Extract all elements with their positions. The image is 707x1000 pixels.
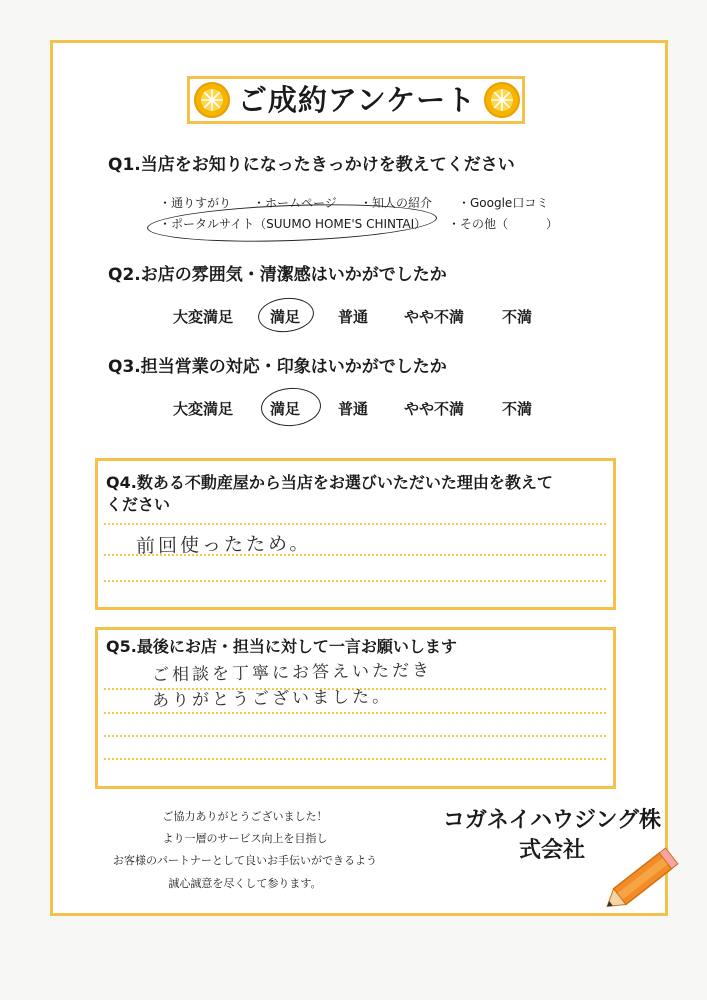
survey-title: ご成約アンケート bbox=[237, 83, 477, 117]
q3-question: Q3.担当営業の対応・印象はいかがでしたか bbox=[108, 357, 447, 377]
q3-rating-satisfied: 満足 bbox=[270, 400, 301, 418]
q2-rating-somewhat-dissatisfied: やや不満 bbox=[404, 308, 465, 326]
q5-handwritten-answer-line1: ご相談を丁寧にお答えいただき bbox=[151, 660, 433, 686]
q2-rating-very-satisfied: 大変満足 bbox=[173, 308, 234, 326]
q1-option-other: ・その他（ bbox=[448, 217, 509, 231]
citrus-slice-icon bbox=[194, 82, 230, 118]
q3-rating-somewhat-dissatisfied: やや不満 bbox=[404, 400, 465, 418]
q2-rating-neutral: 普通 bbox=[338, 308, 369, 326]
q3-rating-dissatisfied: 不満 bbox=[502, 400, 533, 418]
q5-handwritten-answer-line2: ありがとうございました。 bbox=[151, 686, 393, 712]
q4-handwritten-answer: 前回使ったため。 bbox=[135, 532, 312, 558]
q1-option-homepage: ・ホームページ bbox=[253, 196, 337, 210]
footer-line-2: より一層のサービス向上を目指し bbox=[162, 832, 328, 845]
q2-question: Q2.お店の雰囲気・清潔感はいかがでしたか bbox=[108, 265, 447, 285]
q3-rating-very-satisfied: 大変満足 bbox=[173, 400, 234, 418]
pencil-icon bbox=[596, 840, 686, 920]
q4-writing-line bbox=[104, 523, 606, 525]
q2-rating-satisfied: 満足 bbox=[270, 308, 301, 326]
q5-writing-line bbox=[104, 735, 606, 737]
q5-question: Q5.最後にお店・担当に対して一言お願いします bbox=[106, 637, 457, 656]
q3-rating-neutral: 普通 bbox=[338, 400, 369, 418]
q1-option-referral: ・知人の紹介 bbox=[360, 196, 433, 210]
q1-option-google: ・Google口コミ bbox=[458, 196, 549, 210]
citrus-slice-icon bbox=[484, 82, 520, 118]
q2-rating-dissatisfied: 不満 bbox=[502, 308, 533, 326]
footer-line-1: ご協力ありがとうございました！ bbox=[162, 810, 328, 823]
footer-line-4: 誠心誠意を尽くして参ります。 bbox=[168, 877, 322, 890]
q1-question: Q1.当店をお知りになったきっかけを教えてください bbox=[108, 155, 515, 175]
q4-question-line2: ください bbox=[106, 495, 171, 514]
q1-option-passing: ・通りすがり bbox=[159, 196, 232, 210]
footer-line-3: お客様のパートナーとして良いお手伝いができるよう bbox=[113, 854, 377, 867]
q4-writing-line bbox=[104, 580, 606, 582]
company-name-line2: 式会社 bbox=[518, 838, 585, 863]
q5-writing-line bbox=[104, 758, 606, 760]
q1-option-other-close: ） bbox=[546, 217, 559, 231]
q4-question-line1: Q4.数ある不動産屋から当店をお選びいただいた理由を教えて bbox=[106, 473, 553, 492]
q5-writing-line bbox=[104, 712, 606, 714]
company-name-line1: コガネイハウジング株 bbox=[442, 808, 662, 833]
q1-option-portal: ・ポータルサイト（SUUMO HOME'S CHINTAI） bbox=[159, 217, 427, 231]
